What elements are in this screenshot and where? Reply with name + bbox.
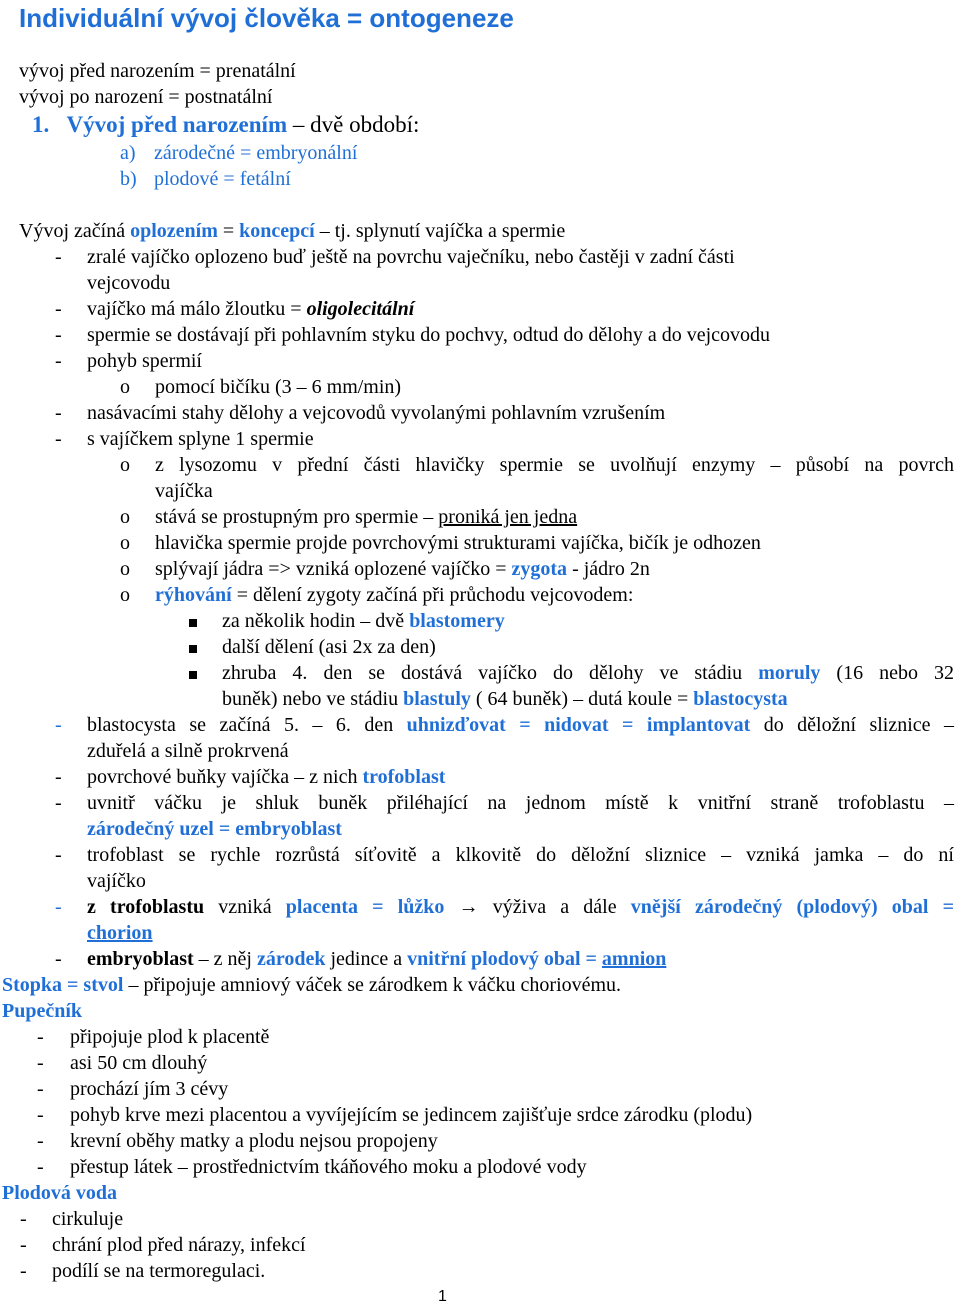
term-trofoblast: trofoblast: [362, 766, 446, 788]
section-title: Vývoj před narozením: [66, 112, 288, 137]
dash: -: [20, 1234, 27, 1256]
list-item: [87, 764, 445, 790]
dash: -: [37, 1026, 44, 1048]
plodova-voda-heading: Plodová voda: [2, 1182, 118, 1204]
page-title: Individuální vývoj člověka = ontogeneze: [19, 3, 514, 33]
square-bullet: [189, 660, 197, 686]
square-item: [222, 608, 505, 634]
sub-bullet: o: [120, 558, 130, 580]
term-zygota: zygota: [511, 558, 568, 580]
period-a-text: zárodečné = embryonální: [154, 142, 358, 164]
list-item: přestup látek – prostřednictvím tkáňového moku a plodové vody: [70, 1156, 587, 1178]
square-bullet: [189, 634, 197, 660]
list-item: uvnitř váčku je shluk buněk přiléhající na jednom místě k vnitřní straně trofoblastu –: [87, 792, 954, 814]
term-embryoblast: zárodečný uzel = embryoblast: [87, 818, 342, 840]
bold-text: z trofoblastu: [87, 896, 205, 918]
sub-item: [155, 582, 633, 608]
item-text: zhruba 4. den se dostává vajíčko do dělohy ve stádiu: [222, 662, 759, 684]
list-item-cont: vajíčko: [87, 870, 146, 892]
list-item: připojuje plod k placentě: [70, 1026, 270, 1048]
dash: -: [55, 246, 62, 268]
list-item-cont: zduřelá a silně prokrvená: [87, 740, 289, 762]
dash: -: [55, 298, 62, 320]
period-a: [120, 140, 358, 166]
item-text: - jádro 2n: [567, 558, 650, 580]
item-text: za několik hodin – dvě: [222, 610, 410, 632]
item-text: – z něj: [193, 948, 257, 970]
item-text: (16 nebo 32: [820, 662, 954, 684]
item-text: stává se prostupným pro spermie –: [155, 506, 439, 528]
dash: -: [55, 792, 62, 814]
term-zarodek: zárodek: [256, 948, 326, 970]
term-oplozeni: oplozením: [130, 220, 218, 242]
list-item: krevní oběhy matky a plodu nejsou propojeny: [70, 1130, 438, 1152]
dash: -: [20, 1208, 27, 1230]
item-text: = dělení zygoty začíná při průchodu vejcovodem:: [231, 584, 634, 606]
period-b: [120, 166, 291, 192]
bold-text: embryoblast: [87, 948, 194, 970]
sub-bullet: o: [120, 506, 130, 528]
list-item: [87, 946, 666, 972]
dash: -: [55, 766, 62, 788]
term-blastomery: blastomery: [409, 610, 505, 632]
dash: -: [37, 1052, 44, 1074]
dash: -: [37, 1104, 44, 1126]
period-a-mark: a): [120, 142, 136, 164]
square-item: další dělení (asi 2x za den): [222, 636, 436, 658]
underlined-text: proniká jen jedna: [438, 506, 578, 528]
list-item: nasávacími stahy dělohy a vejcovodů vyvolanými pohlavním vzrušením: [87, 402, 666, 424]
term-vnejsi-obal: vnější zárodečný (plodový) obal =: [630, 896, 955, 918]
sub-bullet: o: [120, 532, 130, 554]
intro-line-2: vývoj po narození = postnatální: [19, 86, 273, 108]
dash: -: [37, 1130, 44, 1152]
conception-post: – tj. splynutí vajíčka a spermie: [314, 220, 566, 242]
term-chorion: chorion: [87, 922, 153, 944]
conception-eq: =: [217, 220, 240, 242]
term-amnion: amnion: [601, 948, 667, 970]
list-item: podílí se na termoregulaci.: [52, 1260, 266, 1282]
dash: -: [55, 896, 62, 918]
pupecnik-heading: Pupečník: [2, 1000, 83, 1022]
list-item: zralé vajíčko oplozeno buď ještě na povrchu vaječníku, nebo častěji v zadní části: [87, 246, 735, 268]
sub-item: hlavička spermie projde povrchovými strukturami vajíčka, bičík je odhozen: [155, 532, 761, 554]
dash: -: [55, 324, 62, 346]
dash: -: [37, 1156, 44, 1178]
dash: -: [55, 428, 62, 450]
sub-bullet: o: [120, 376, 130, 398]
item-text: splývají jádra => vzniká oplozené vajíčko =: [155, 558, 512, 580]
list-item: trofoblast se rychle rozrůstá síťovitě a klkovitě do děložní sliznice – vzniká jamka – do ní: [87, 844, 954, 866]
stopka-line: [2, 972, 621, 998]
list-item: pohyb krve mezi placentou a vyvíjejícím se jedincem zajišťuje srdce zárodku (plodu): [70, 1104, 753, 1126]
section-number: 1.: [32, 112, 50, 137]
sub-bullet: o: [120, 454, 130, 476]
square-item-cont: [222, 686, 788, 712]
sub-item: [155, 556, 650, 582]
list-item: [87, 712, 954, 738]
sub-item-cont: vajíčka: [155, 480, 213, 502]
list-item: s vajíčkem splyne 1 spermie: [87, 428, 314, 450]
dash: -: [55, 844, 62, 866]
term-oligolecitalni: oligolecitální: [306, 298, 415, 320]
term-blastuly: blastuly: [403, 688, 471, 710]
list-item: [87, 296, 414, 322]
square-bullet: [189, 608, 197, 634]
term-uhnizdovat: uhnizďovat = nidovat = implantovat: [406, 714, 751, 736]
dash: -: [55, 350, 62, 372]
dash: -: [55, 714, 62, 736]
page-number: 1: [438, 1288, 447, 1305]
item-text: jedince a: [325, 948, 408, 970]
sub-bullet: o: [120, 584, 130, 606]
list-item: cirkuluje: [52, 1208, 124, 1230]
square-item: [222, 660, 954, 686]
item-text: povrchové buňky vajíčka – z nich: [87, 766, 363, 788]
term-ryhovani: rýhování: [155, 584, 232, 606]
item-text: buněk) nebo ve stádiu: [222, 688, 404, 710]
term-blastocysta: blastocysta: [693, 688, 788, 710]
item-text: do děložní sliznice –: [750, 714, 955, 736]
item-text: blastocysta se začíná 5. – 6. den: [87, 714, 407, 736]
section-rest: – dvě období:: [287, 112, 420, 137]
term-stopka: Stopka = stvol: [2, 974, 124, 996]
list-item: prochází jím 3 cévy: [70, 1078, 229, 1100]
list-item: spermie se dostávají při pohlavním styku do pochvy, odtud do dělohy a do vejcovodu: [87, 324, 771, 346]
term-placenta: placenta = lůžko: [285, 896, 445, 918]
list-item-cont: vejcovodu: [87, 272, 171, 294]
sub-item: [155, 504, 577, 530]
item-text: vzniká: [204, 896, 286, 918]
intro-line-1: vývoj před narozením = prenatální: [19, 60, 296, 82]
conception-pre: Vývoj začíná: [19, 220, 131, 242]
sub-item: pomocí bičíku (3 – 6 mm/min): [155, 376, 402, 398]
dash: -: [55, 948, 62, 970]
period-b-text: plodové = fetální: [154, 168, 291, 190]
item-text: vajíčko má málo žloutku =: [87, 298, 307, 320]
item-text: – připojuje amniový váček se zárodkem k váčku choriovému.: [123, 974, 622, 996]
item-text: ( 64 buněk) – dutá koule =: [470, 688, 694, 710]
dash: -: [37, 1078, 44, 1100]
sub-item: z lysozomu v přední části hlavičky spermie se uvolňují enzymy – působí na povrch: [155, 454, 954, 476]
list-item: pohyb spermií: [87, 350, 202, 372]
period-b-mark: b): [120, 168, 137, 190]
list-item: [87, 894, 954, 920]
term-koncepce: koncepcí: [239, 220, 315, 242]
section-1-heading: [32, 112, 419, 138]
item-text: → výživa a dále: [444, 896, 631, 918]
list-item: asi 50 cm dlouhý: [70, 1052, 208, 1074]
dash: -: [20, 1260, 27, 1282]
term-vnitrni-obal: vnitřní plodový obal =: [407, 948, 602, 970]
dash: -: [55, 402, 62, 424]
conception-line: [19, 218, 565, 244]
term-moruly: moruly: [758, 662, 821, 684]
list-item: chrání plod před nárazy, infekcí: [52, 1234, 306, 1256]
